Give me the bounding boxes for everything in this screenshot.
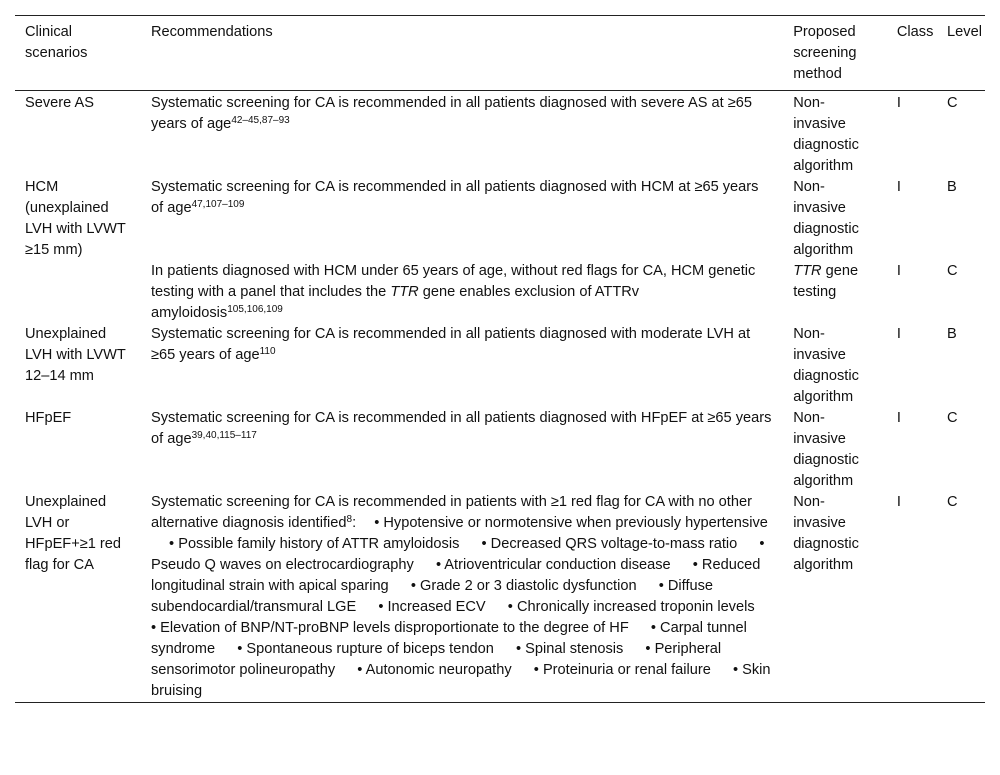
recommendation-text: Systematic screening for CA is recommended in patients with ≥1 red flag for CA with no other alternative diagnosis identified <box>150 494 752 531</box>
reference-superscript: 105,106,109 <box>227 304 283 315</box>
table-body <box>15 91 985 703</box>
class-cell: I <box>896 179 901 195</box>
recommendation-colon: : <box>352 515 357 531</box>
recommendation-text: Systematic screening for CA is recommended in all patients diagnosed with HFpEF at ≥65 years of age <box>150 410 772 447</box>
table-row-hcm <box>15 177 985 261</box>
reference-superscript: 47,107–109 <box>191 199 245 210</box>
recommendation-text: In patients diagnosed with HCM under 65 years of age, without red flags for CA, HCM genetic testing with a panel that includes the <box>150 263 756 300</box>
table-row-red-flags <box>15 492 985 703</box>
red-flag-item: • Proteinuria or renal failure <box>533 662 711 678</box>
method-cell: Non-invasive diagnostic algorithm <box>793 410 859 489</box>
recommendation-cell <box>141 261 783 324</box>
reference-superscript: 110 <box>259 346 276 357</box>
scenario-cell: Unexplained LVH with LVWT 12–14 mm <box>25 326 126 384</box>
table-row-hfpef <box>15 408 985 492</box>
red-flag-item: • Skin bruising <box>150 662 771 699</box>
recommendations-table <box>15 15 985 703</box>
recommendation-text-cont: gene enables exclusion of ATTRv amyloidosis <box>150 284 640 321</box>
reference-superscript: 8 <box>346 514 353 525</box>
header-recommendations: Recommendations <box>150 24 273 40</box>
red-flag-item: • Spinal stenosis <box>515 641 624 657</box>
recommendation-text: Systematic screening for CA is recommended in all patients diagnosed with HCM at ≥65 years of age <box>150 179 759 216</box>
red-flag-item: • Autonomic neuropathy <box>357 662 512 678</box>
method-ttr-italic: TTR <box>793 263 822 279</box>
table-row-hcm-genetic <box>15 261 985 324</box>
red-flag-item: • Carpal tunnel syndrome <box>150 620 747 657</box>
level-cell: C <box>947 95 958 111</box>
red-flag-item: • Hypotensive or normotensive when previously hypertensive <box>374 515 768 531</box>
scenario-cell: Unexplained LVH or HFpEF+≥1 red flag for CA <box>25 494 122 573</box>
red-flag-item: • Atrioventricular conduction disease <box>435 557 671 573</box>
method-text: gene testing <box>793 263 859 300</box>
recommendation-cell <box>141 177 783 261</box>
class-cell: I <box>896 95 901 111</box>
recommendation-cell <box>141 408 783 492</box>
header-level: Level <box>947 24 982 40</box>
ttr-italic: TTR <box>390 284 419 300</box>
method-cell <box>783 261 887 324</box>
recommendation-cell <box>141 91 783 178</box>
class-cell: I <box>896 494 901 510</box>
table-row-severe-as <box>15 91 985 178</box>
table-row-moderate-lvh <box>15 324 985 408</box>
level-cell: C <box>947 410 958 426</box>
header-class: Class <box>896 24 934 40</box>
method-cell: Non-invasive diagnostic algorithm <box>793 179 859 258</box>
class-cell: I <box>896 326 901 342</box>
level-cell: C <box>947 263 958 279</box>
red-flag-item: • Reduced longitudinal strain with apical sparing <box>150 557 761 594</box>
red-flag-item: • Increased ECV <box>378 599 486 615</box>
red-flag-item: • Peripheral sensorimotor polineuropathy <box>150 641 722 678</box>
class-cell: I <box>896 410 901 426</box>
level-cell: C <box>947 494 958 510</box>
method-cell: Non-invasive diagnostic algorithm <box>793 326 859 405</box>
header-clinical-scenarios: Clinical scenarios <box>25 24 88 61</box>
method-cell: Non-invasive diagnostic algorithm <box>793 95 859 174</box>
recommendation-cell <box>141 324 783 408</box>
red-flag-item: • Grade 2 or 3 diastolic dysfunction <box>410 578 637 594</box>
level-cell: B <box>947 179 957 195</box>
level-cell: B <box>947 326 957 342</box>
table-header <box>15 16 985 91</box>
scenario-cell: HCM (unexplained LVH with LVWT ≥15 mm) <box>25 179 126 258</box>
method-cell: Non-invasive diagnostic algorithm <box>793 494 859 573</box>
red-flag-item: • Elevation of BNP/NT-proBNP levels disproportionate to the degree of HF <box>150 620 629 636</box>
red-flag-item: • Possible family history of ATTR amyloidosis <box>169 536 460 552</box>
red-flag-list <box>151 515 773 699</box>
reference-superscript: 39,40,115–117 <box>191 430 257 441</box>
red-flag-item: • Pseudo Q waves on electrocardiography <box>150 536 765 573</box>
header-row <box>15 16 985 91</box>
recommendation-cell <box>141 492 783 703</box>
red-flag-item: • Diffuse subendocardial/transmural LGE <box>150 578 714 615</box>
recommendation-text: Systematic screening for CA is recommended in all patients diagnosed with severe AS at ≥65 years of age <box>150 95 752 132</box>
reference-superscript: 42–45,87–93 <box>231 115 290 126</box>
header-screening-method: Proposed screening method <box>793 24 857 82</box>
recommendation-text: Systematic screening for CA is recommended in all patients diagnosed with moderate LVH at ≥65 years of age <box>150 326 751 363</box>
scenario-cell: HFpEF <box>25 410 72 426</box>
scenario-cell: Severe AS <box>25 95 94 111</box>
class-cell: I <box>896 263 901 279</box>
red-flag-item: • Chronically increased troponin levels <box>507 599 755 615</box>
red-flag-item: • Decreased QRS voltage-to-mass ratio <box>481 536 738 552</box>
red-flag-item: • Spontaneous rupture of biceps tendon <box>237 641 494 657</box>
